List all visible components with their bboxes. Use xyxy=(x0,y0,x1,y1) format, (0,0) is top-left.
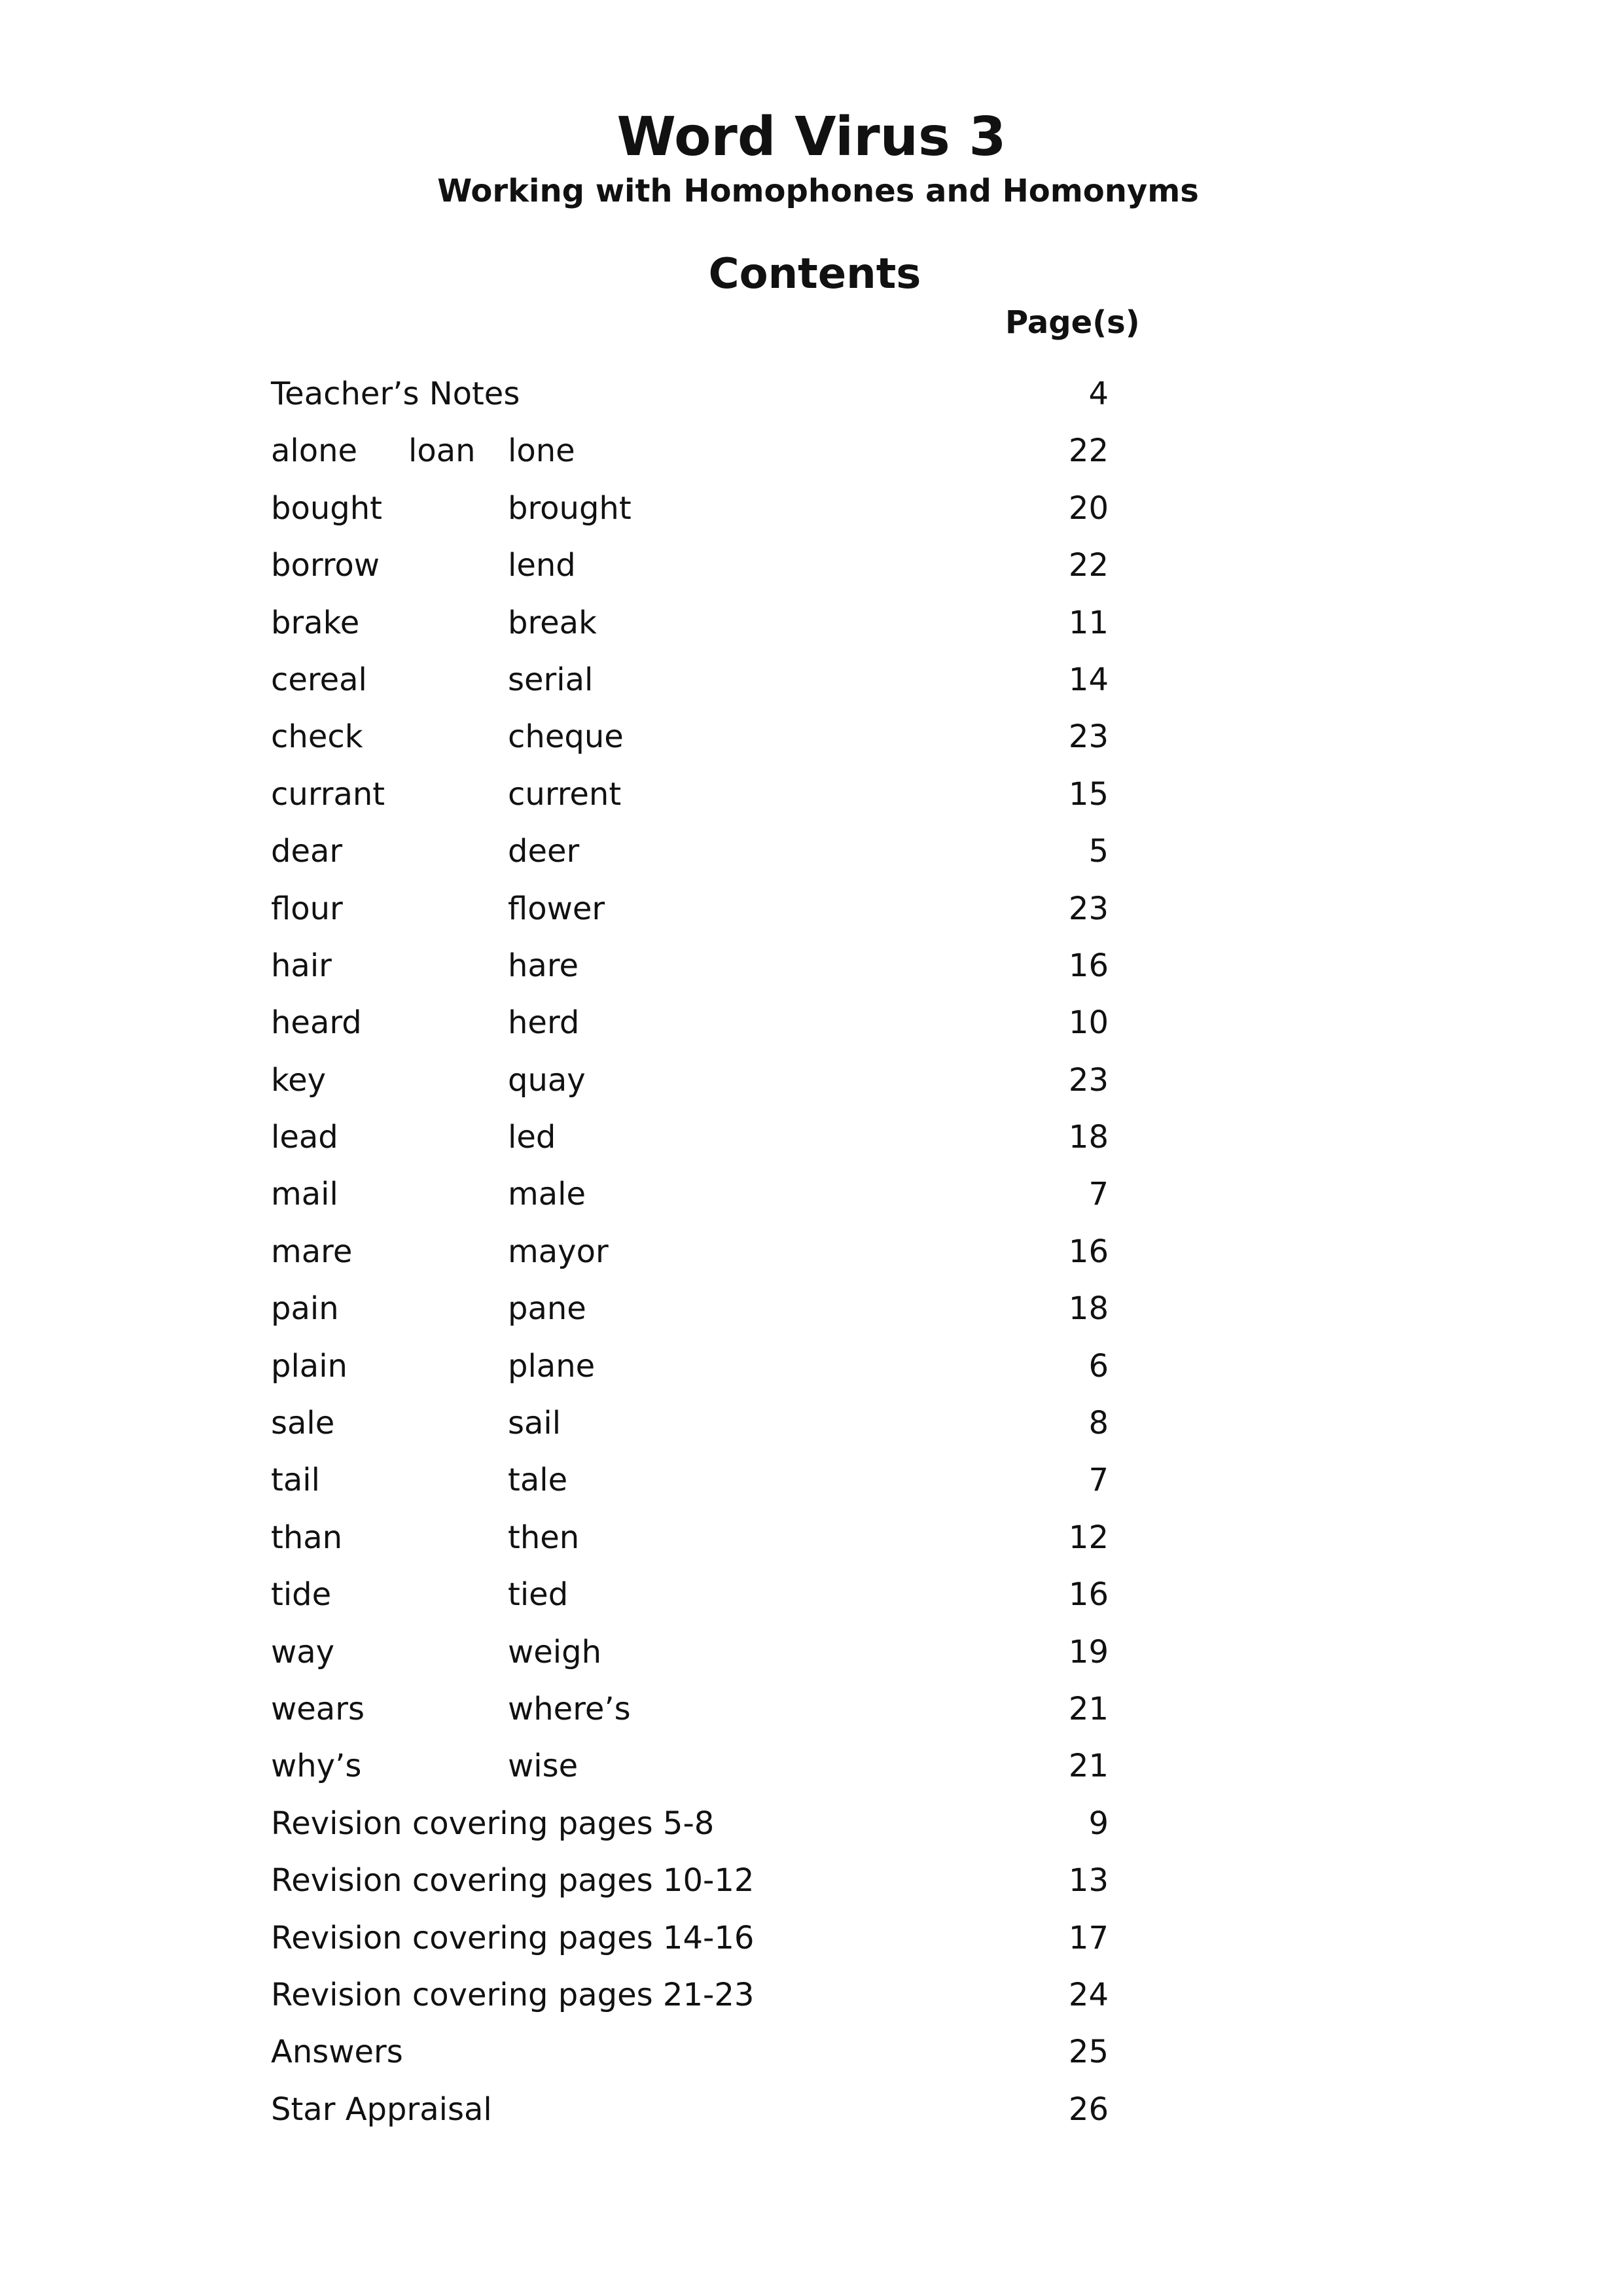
toc-word: dear xyxy=(271,833,343,870)
toc-entry xyxy=(271,1860,1122,1916)
toc-entry-label: Revision covering pages 14-16 xyxy=(271,1919,755,1956)
toc-page-number: 7 xyxy=(1088,1462,1109,1499)
toc-page-number: 14 xyxy=(1068,661,1109,698)
toc-word: weigh xyxy=(508,1633,602,1670)
toc-page-number: 5 xyxy=(1088,833,1109,870)
toc-entry xyxy=(271,1631,1122,1688)
toc-page-number: 9 xyxy=(1088,1805,1109,1842)
document-title: Word Virus 3 xyxy=(616,106,1007,168)
toc-word: sail xyxy=(508,1405,562,1442)
toc-word: check xyxy=(271,718,363,756)
toc-word: sale xyxy=(271,1405,335,1442)
toc-word: why’s xyxy=(271,1748,362,1785)
toc-entry xyxy=(271,1917,1122,1974)
toc-entry xyxy=(271,1116,1122,1173)
toc-page-number: 23 xyxy=(1068,718,1109,756)
toc-page-number: 22 xyxy=(1068,433,1109,470)
toc-word: break xyxy=(508,604,597,641)
toc-word: lend xyxy=(508,547,576,584)
toc-page-number: 16 xyxy=(1068,1233,1109,1270)
toc-word: mare xyxy=(271,1233,353,1270)
toc-word: where’s xyxy=(508,1690,631,1727)
toc-entry xyxy=(271,487,1122,544)
toc-entry xyxy=(271,544,1122,601)
toc-word: flower xyxy=(508,890,605,927)
toc-entry xyxy=(271,1459,1122,1516)
toc-word: then xyxy=(508,1519,580,1556)
toc-page-number: 23 xyxy=(1068,1061,1109,1099)
toc-word: tail xyxy=(271,1462,320,1499)
toc-word: wise xyxy=(508,1748,579,1785)
toc-entry xyxy=(271,1173,1122,1230)
toc-entry xyxy=(271,1688,1122,1745)
toc-entry xyxy=(271,659,1122,716)
toc-page-number: 15 xyxy=(1068,775,1109,813)
toc-entry xyxy=(271,773,1122,830)
toc-word: herd xyxy=(508,1004,580,1042)
toc-word: lead xyxy=(271,1119,338,1156)
toc-entry xyxy=(271,716,1122,773)
toc-entry-label: Teacher’s Notes xyxy=(271,376,520,412)
pages-column-heading: Page(s) xyxy=(1005,304,1140,341)
toc-word: mayor xyxy=(508,1233,609,1270)
toc-page-number: 16 xyxy=(1068,947,1109,984)
toc-entry xyxy=(271,830,1122,887)
toc-entry xyxy=(271,1231,1122,1288)
contents-heading: Contents xyxy=(708,250,921,298)
toc-entry xyxy=(271,945,1122,1002)
toc-page-number: 16 xyxy=(1068,1576,1109,1614)
toc-page-number: 7 xyxy=(1088,1176,1109,1213)
toc-page-number: 18 xyxy=(1068,1290,1109,1328)
toc-entry xyxy=(271,1517,1122,1574)
toc-page-number: 26 xyxy=(1068,2091,1109,2128)
toc-word: quay xyxy=(508,1061,586,1099)
toc-entry xyxy=(271,888,1122,945)
toc-entry xyxy=(271,373,1122,430)
toc-word: lone xyxy=(508,433,575,470)
toc-page-number: 11 xyxy=(1068,604,1109,641)
toc-word: pain xyxy=(271,1290,339,1328)
toc-entry xyxy=(271,1745,1122,1802)
toc-word: brake xyxy=(271,604,360,641)
toc-entry xyxy=(271,1288,1122,1345)
toc-page-number: 8 xyxy=(1088,1405,1109,1442)
toc-entry xyxy=(271,1402,1122,1459)
toc-word: heard xyxy=(271,1004,362,1042)
toc-entry xyxy=(271,602,1122,659)
toc-word: brought xyxy=(508,489,632,527)
toc-page-number: 23 xyxy=(1068,890,1109,927)
toc-entry xyxy=(271,1345,1122,1402)
toc-word: alone xyxy=(271,433,358,470)
toc-word: plain xyxy=(271,1347,348,1385)
toc-word: cereal xyxy=(271,661,367,698)
toc-word: bought xyxy=(271,489,382,527)
toc-entry xyxy=(271,1574,1122,1631)
toc-word: pane xyxy=(508,1290,586,1328)
toc-page-number: 24 xyxy=(1068,1976,1109,2013)
toc-page-number: 18 xyxy=(1068,1119,1109,1156)
toc-word: hare xyxy=(508,947,579,984)
toc-entry-label: Revision covering pages 10-12 xyxy=(271,1862,755,1899)
toc-entry-label: Revision covering pages 21-23 xyxy=(271,1976,755,2013)
toc-page-number: 10 xyxy=(1068,1004,1109,1042)
toc-word: than xyxy=(271,1519,343,1556)
toc-page-number: 21 xyxy=(1068,1690,1109,1727)
toc-entry xyxy=(271,2089,1122,2146)
toc-word: male xyxy=(508,1176,586,1213)
toc-page-number: 19 xyxy=(1068,1633,1109,1670)
toc-page-number: 4 xyxy=(1088,376,1109,412)
toc-word: key xyxy=(271,1061,327,1099)
toc-word: deer xyxy=(508,833,580,870)
toc-word: flour xyxy=(271,890,343,927)
toc-word: way xyxy=(271,1633,335,1670)
toc-entry xyxy=(271,1803,1122,1860)
toc-word: tide xyxy=(271,1576,332,1614)
toc-entry-label: Revision covering pages 5-8 xyxy=(271,1805,715,1842)
toc-word: tied xyxy=(508,1576,569,1614)
toc-page-number: 13 xyxy=(1068,1862,1109,1899)
toc-page-number: 6 xyxy=(1088,1347,1109,1385)
toc-page-number: 12 xyxy=(1068,1519,1109,1556)
toc-page-number: 17 xyxy=(1068,1919,1109,1956)
toc-word: tale xyxy=(508,1462,568,1499)
toc-page-number: 20 xyxy=(1068,489,1109,527)
toc-entry xyxy=(271,2031,1122,2088)
toc-entry-label: Star Appraisal xyxy=(271,2091,492,2128)
table-of-contents xyxy=(271,373,1122,2146)
toc-entry xyxy=(271,430,1122,487)
toc-entry-label: Answers xyxy=(271,2034,403,2071)
toc-word: led xyxy=(508,1119,556,1156)
toc-word: cheque xyxy=(508,718,624,756)
toc-word: current xyxy=(508,775,622,813)
toc-entry xyxy=(271,1002,1122,1059)
toc-entry xyxy=(271,1059,1122,1116)
document-subtitle: Working with Homophones and Homonyms xyxy=(437,173,1199,209)
toc-entry xyxy=(271,1974,1122,2031)
toc-word: serial xyxy=(508,661,594,698)
toc-word: borrow xyxy=(271,547,380,584)
toc-word: plane xyxy=(508,1347,596,1385)
toc-page-number: 25 xyxy=(1068,2034,1109,2071)
toc-word: hair xyxy=(271,947,332,984)
toc-page-number: 22 xyxy=(1068,547,1109,584)
toc-word: mail xyxy=(271,1176,338,1213)
toc-word: loan xyxy=(408,433,476,470)
toc-page-number: 21 xyxy=(1068,1748,1109,1785)
toc-word: wears xyxy=(271,1690,365,1727)
toc-word: currant xyxy=(271,775,385,813)
